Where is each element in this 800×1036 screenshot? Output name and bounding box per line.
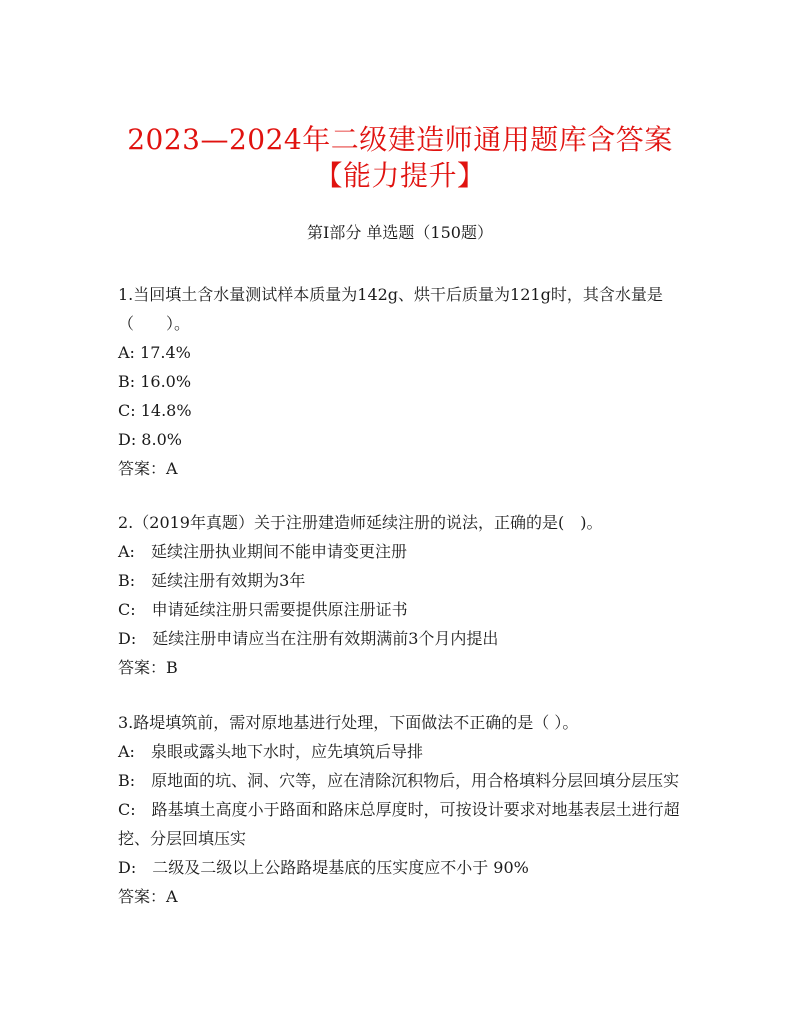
option-a: A: 17.4%: [118, 343, 191, 362]
option-b: B: 原地面的坑、洞、穴等，应在清除沉积物后，用合格填料分层回填分层压实: [118, 771, 680, 790]
question-block: [118, 280, 698, 483]
answer-line: 答案：B: [118, 658, 178, 677]
option-a: A: 泉眼或露头地下水时，应先填筑后导排: [118, 742, 423, 761]
question-stem: 1.当回填土含水量测试样本质量为142g、烘干后质量为121g时，其含水量是（ ）。: [118, 285, 663, 333]
answer-line: 答案：A: [118, 459, 178, 478]
option-d: D: 8.0%: [118, 430, 182, 449]
option-c: C: 申请延续注册只需要提供原注册证书: [118, 600, 408, 619]
question-stem: 2.（2019年真题）关于注册建造师延续注册的说法，正确的是( )。: [118, 513, 603, 532]
answer-line: 答案：A: [118, 887, 178, 906]
option-c: C: 14.8%: [118, 401, 192, 420]
option-b: B: 延续注册有效期为3年: [118, 571, 306, 590]
question-block: [118, 708, 698, 911]
option-d: D: 延续注册申请应当在注册有效期满前3个月内提出: [118, 629, 499, 648]
question-stem: 3.路堤填筑前，需对原地基进行处理，下面做法不正确的是（ ）。: [118, 713, 579, 732]
option-b: B: 16.0%: [118, 372, 192, 391]
option-a: A: 延续注册执业期间不能申请变更注册: [118, 542, 407, 561]
section-heading: 第Ⅰ部分 单选题（150题）: [307, 223, 493, 242]
option-c: C: 路基填土高度小于路面和路床总厚度时，可按设计要求对地基表层土进行超挖、分层回填压实: [118, 800, 680, 848]
option-d: D: 二级及二级以上公路路堤基底的压实度应不小于 90%: [118, 858, 529, 877]
document-title: 2023—2024年二级建造师通用题库含答案【能力提升】: [127, 123, 673, 192]
question-block: [118, 508, 698, 682]
